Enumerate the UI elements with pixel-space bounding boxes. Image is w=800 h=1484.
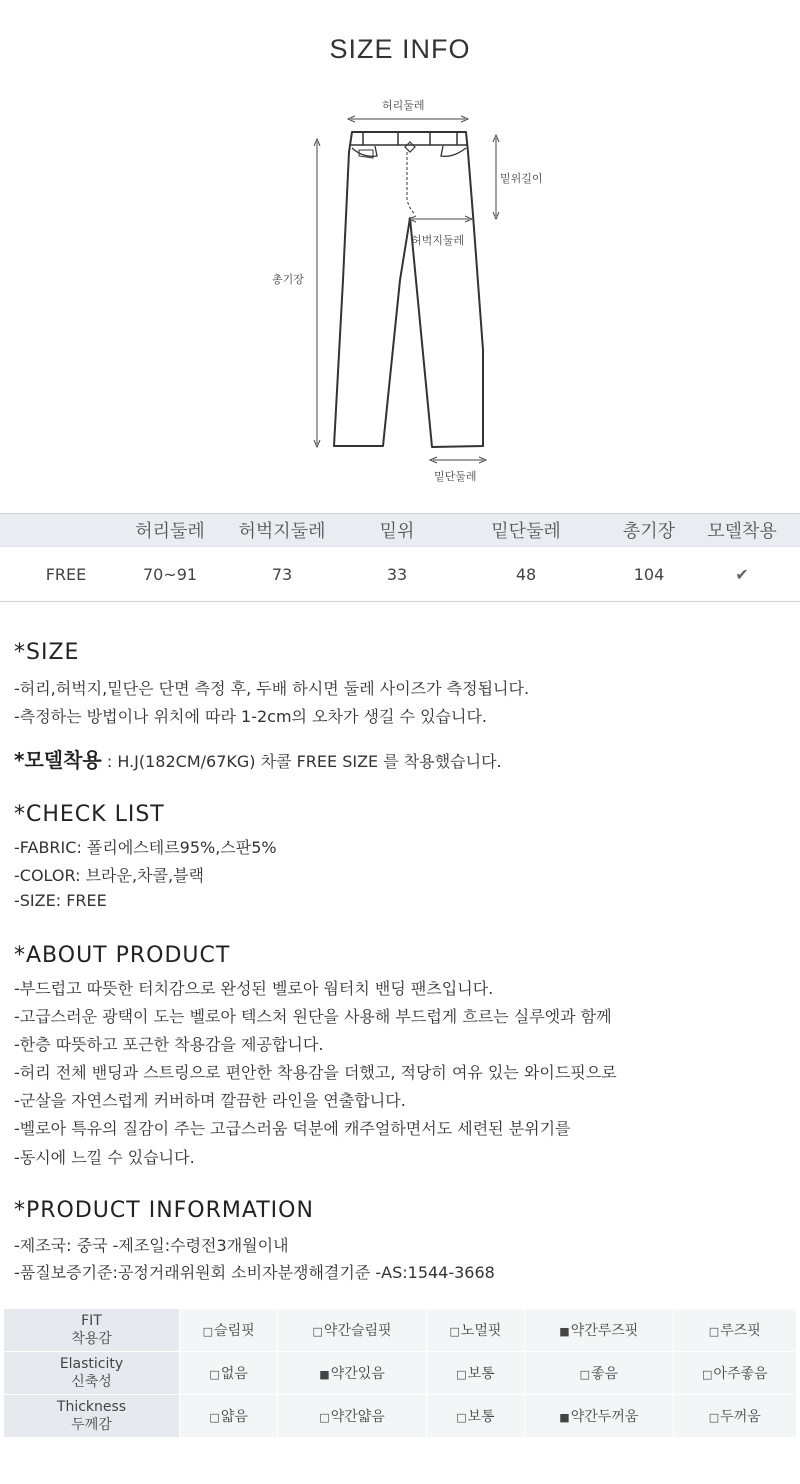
about-line: -고급스러운 광택이 도는 벨로아 텍스처 원단을 사용해 부드럽게 흐르는 실루엣과 함께 xyxy=(14,1007,612,1026)
empty-box-icon: □ xyxy=(708,1325,720,1338)
table-row xyxy=(0,547,800,602)
table-cell: 70~91 xyxy=(142,564,198,584)
size-cell: FREE xyxy=(45,564,87,584)
fit-option xyxy=(180,1309,278,1352)
fit-row-label xyxy=(4,1352,180,1395)
fit-option xyxy=(426,1395,524,1438)
fit-option-label: 보통 xyxy=(467,1409,495,1425)
fit-table xyxy=(3,1308,797,1438)
rise-label: 밑위길이 xyxy=(500,172,543,185)
fit-option-label: 보통 xyxy=(467,1366,495,1382)
check-list-item: -SIZE: FREE xyxy=(14,891,107,910)
fit-table-body xyxy=(4,1309,797,1438)
product-info-line: -품질보증기준:공정거래위원회 소비자분쟁해결기준 -AS:1544-3668 xyxy=(14,1263,495,1282)
fit-option xyxy=(525,1395,673,1438)
empty-box-icon: □ xyxy=(319,1411,330,1424)
about-heading: *ABOUT PRODUCT xyxy=(14,943,231,968)
header-cell: 허리둘레 xyxy=(135,521,205,542)
fit-option xyxy=(278,1309,426,1352)
fit-option-label: 약간얇음 xyxy=(330,1409,385,1425)
fit-option xyxy=(278,1395,426,1438)
header-cell: 허벅지둘레 xyxy=(238,521,326,542)
about-line: -한층 따뜻하고 포근한 착용감을 제공합니다. xyxy=(14,1035,324,1054)
hem-label: 밑단둘레 xyxy=(434,470,477,483)
pants-diagram xyxy=(255,90,555,490)
about-line: -군살을 자연스럽게 커버하며 깔끔한 라인을 연출합니다. xyxy=(14,1091,406,1110)
product-info-heading: *PRODUCT INFORMATION xyxy=(14,1198,314,1223)
fit-label-ko: 신축성 xyxy=(71,1374,112,1390)
fit-option xyxy=(525,1309,673,1352)
length-label: 총기장 xyxy=(272,273,304,286)
checked-box-icon: ■ xyxy=(319,1368,330,1381)
empty-box-icon: □ xyxy=(449,1325,460,1338)
model-info xyxy=(14,744,502,773)
fit-row-label xyxy=(4,1309,180,1352)
fit-option-label: 얇음 xyxy=(220,1409,248,1425)
pants-illustration xyxy=(255,90,555,490)
fit-option-label: 약간루즈핏 xyxy=(570,1323,639,1339)
product-info-line: -제조국: 중국 -제조일:수령전3개월이내 xyxy=(14,1236,289,1255)
empty-box-icon: □ xyxy=(209,1368,220,1381)
size-heading: *SIZE xyxy=(14,640,80,665)
check-list-heading: *CHECK LIST xyxy=(14,802,165,827)
check-icon: ✔ xyxy=(735,564,749,584)
header-cell: 밑단둘레 xyxy=(491,521,561,542)
empty-box-icon: □ xyxy=(202,1325,214,1338)
fit-option-label: 없음 xyxy=(220,1366,248,1382)
page-title: SIZE INFO xyxy=(329,34,471,64)
fit-option-label: 슬림핏 xyxy=(214,1323,255,1339)
fit-table-row xyxy=(4,1309,797,1352)
size-table xyxy=(0,513,800,602)
model-label: *모델착용 xyxy=(14,748,102,772)
fit-row-label xyxy=(4,1395,180,1438)
header-cell: 밑위 xyxy=(379,521,415,542)
check-list-item: -FABRIC: 폴리에스테르95%,스판5% xyxy=(14,838,277,857)
empty-box-icon: □ xyxy=(702,1368,713,1381)
empty-box-icon: □ xyxy=(312,1325,323,1338)
fit-option xyxy=(426,1309,524,1352)
size-note: -허리,허벅지,밑단은 단면 측정 후, 두배 하시면 둘레 사이즈가 측정됩니다. xyxy=(14,679,530,698)
table-cell: 33 xyxy=(386,564,408,584)
fit-option-label: 두꺼움 xyxy=(720,1409,761,1425)
empty-box-icon: □ xyxy=(456,1368,467,1381)
fit-label-en: Elasticity xyxy=(59,1356,124,1372)
table-cell: 73 xyxy=(271,564,293,584)
table-cell: 48 xyxy=(515,564,537,584)
fit-label-en: Thickness xyxy=(56,1399,127,1415)
about-line: -벨로아 특유의 질감이 주는 고급스러움 덕분에 캐주얼하면서도 세련된 분위기를 xyxy=(14,1119,571,1138)
fit-option-label: 아주좋음 xyxy=(713,1366,768,1382)
check-list-item: -COLOR: 브라운,차콜,블랙 xyxy=(14,866,204,885)
size-note: -측정하는 방법이나 위치에 따라 1-2cm의 오차가 생길 수 있습니다. xyxy=(14,707,488,726)
fit-option-label: 노멀핏 xyxy=(460,1323,502,1339)
empty-box-icon: □ xyxy=(456,1411,467,1424)
fit-option-label: 좋음 xyxy=(590,1366,619,1382)
waist-label: 허리둘레 xyxy=(382,99,425,112)
about-line: -부드럽고 따뜻한 터치감으로 완성된 벨로아 웜터치 밴딩 팬츠입니다. xyxy=(14,979,494,998)
header-cell: 모델착용 xyxy=(707,521,777,542)
model-text: : H.J(182CM/67KG) 차콜 FREE SIZE 를 착용했습니다. xyxy=(101,752,502,771)
fit-option xyxy=(525,1352,673,1395)
fit-option xyxy=(673,1309,796,1352)
checked-box-icon: ■ xyxy=(559,1411,570,1424)
fit-table-row xyxy=(4,1395,797,1438)
fit-option xyxy=(673,1352,796,1395)
about-line: -동시에 느낄 수 있습니다. xyxy=(14,1148,195,1167)
empty-box-icon: □ xyxy=(209,1411,220,1424)
checked-box-icon: ■ xyxy=(559,1325,570,1338)
fit-option-label: 약간슬림핏 xyxy=(323,1323,392,1339)
fit-option xyxy=(673,1395,796,1438)
fit-option xyxy=(426,1352,524,1395)
thigh-label: 허벅지둘레 xyxy=(411,234,465,247)
about-line: -허리 전체 밴딩과 스트링으로 편안한 착용감을 더했고, 적당히 여유 있는 와이드핏으로 xyxy=(14,1063,617,1082)
fit-option-label: 약간있음 xyxy=(330,1366,385,1382)
fit-option-label: 약간두꺼움 xyxy=(570,1409,639,1425)
fit-label-ko: 두께감 xyxy=(71,1417,112,1433)
fit-label-en: FIT xyxy=(81,1313,102,1329)
fit-option xyxy=(180,1352,278,1395)
table-cell: 104 xyxy=(633,564,665,584)
fit-option xyxy=(180,1395,278,1438)
fit-label-ko: 착용감 xyxy=(71,1331,112,1347)
empty-box-icon: □ xyxy=(708,1411,720,1424)
fit-option-label: 루즈핏 xyxy=(720,1323,761,1339)
fit-table-row xyxy=(4,1352,797,1395)
header-cell: 총기장 xyxy=(622,521,676,542)
fit-option xyxy=(278,1352,426,1395)
size-table-header xyxy=(0,513,800,547)
empty-box-icon: □ xyxy=(579,1368,590,1381)
